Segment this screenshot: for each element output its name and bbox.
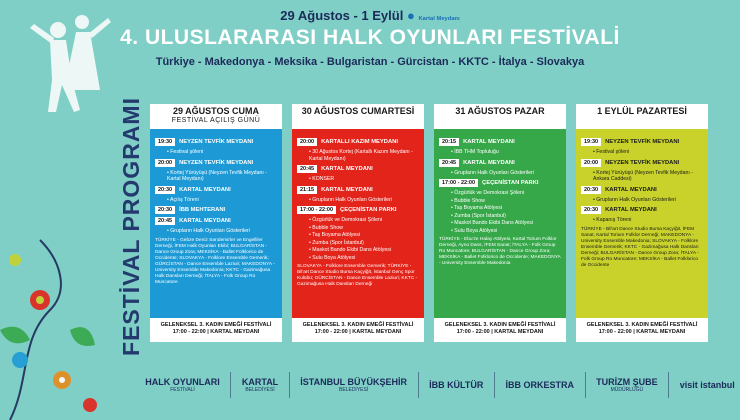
slot-item: • Kortej Yürüyüşü (Neyzen Tevfik Meydanı - Kartal Meydanı) — [155, 170, 277, 183]
slot-place: KARTALLI KAZIM MEYDANI — [321, 139, 398, 145]
slot-item: • Zumba (Spor İstanbul) — [297, 240, 419, 247]
schedule-slot — [439, 159, 561, 167]
schedule-slot — [155, 186, 277, 194]
slot-item: • Grupların Halk Oyunları Gösterileri — [581, 197, 703, 204]
slot-place: ÇEÇENİSTAN PARKI — [340, 207, 397, 213]
slot-time: 20:30 — [155, 206, 175, 214]
slot-time: 20:00 — [155, 159, 175, 167]
schedule-slot — [581, 206, 703, 214]
slot-item: • Grupların Halk Oyunları Gösterileri — [439, 170, 561, 177]
sponsor-sub: MÜDÜRLÜĞÜ — [610, 387, 644, 393]
sponsor-logo: İSTANBUL BÜYÜKŞEHİR BELEDİYESİ — [300, 377, 407, 393]
slot-time: 20:30 — [581, 186, 601, 194]
slot-item: • Bubble Show — [297, 225, 419, 232]
location-pin-icon: ● — [406, 8, 415, 23]
festival-dates: 29 Ağustos - 1 Eylül ● Kartal Meydanı — [280, 8, 460, 23]
slot-place: ÇEÇENİSTAN PARKI — [482, 180, 539, 186]
slot-time: 21:15 — [297, 186, 317, 194]
slot-place: KARTAL MEYDANI — [605, 186, 657, 193]
day-header: 31 AĞUSTOS PAZAR — [434, 104, 566, 129]
day-header: 30 AĞUSTOS CUMARTESİ — [292, 104, 424, 129]
slot-item: • Grupların Halk Oyunları Gösterileri — [155, 228, 277, 235]
logo-separator — [668, 372, 669, 398]
festival-title: 4. ULUSLARARASI HALK OYUNLARI FESTİVALİ — [120, 26, 620, 49]
sponsor-logo: visit istanbul — [679, 380, 735, 390]
day-footer: GELENEKSEL 3. KADIN EMEĞİ FESTİVALİ 17:00 - 22:00 | KARTAL MEYDANI — [150, 318, 282, 342]
performing-groups: TÜRKİYE - Gebze Deniz Sarıdemirler ve Engelliler Derneği, İFEM Halk Oyunları Ekibi; BULGARİSTAN - Dance Group Zora; MEKSİKA - Ballet Folklorico de Occidente; SLOVAKYA - Folklore Ensemble Gemerik; GÜRCİSTAN - Dance Ensemble Laziuri; MAKEDONYA - University Ensemble Makedonia; KKTC - Gazimağusa Halk Dansları Derneği; İTALYA - Folk Group Ro Muncatore — [155, 237, 275, 285]
schedule-slot — [297, 165, 419, 173]
slot-item: • 30 Ağustos Kortej (Kartallı Kazım Meydanı - Kartal Meydanı) — [297, 149, 419, 162]
schedule-slot — [155, 206, 277, 214]
slot-item: • Festival şöleni — [581, 149, 703, 156]
slot-time: 20:30 — [581, 206, 601, 214]
slot-time: 20:45 — [297, 165, 317, 173]
slot-place: NEYZEN TEVFİK MEYDANI — [605, 159, 680, 166]
day-column-4 — [576, 104, 708, 342]
slot-time: 17:00 - 22:00 — [439, 179, 478, 187]
slot-place: NEYZEN TEVFİK MEYDANI — [179, 159, 254, 166]
schedule-slot — [439, 138, 561, 146]
slot-item: • Kapanış Töreni — [581, 217, 703, 224]
slot-time: 17:00 - 22:00 — [297, 206, 336, 214]
schedule-slot — [155, 159, 277, 167]
slot-item: • Özgürlük ve Demokrasi Şöleni — [439, 190, 561, 197]
slot-time: 20:45 — [439, 159, 459, 167]
slot-time: 19:30 — [581, 138, 601, 146]
slot-place: KARTAL MEYDANI — [463, 139, 515, 145]
slot-place: KARTAL MEYDANI — [321, 186, 373, 193]
sponsor-sub: BELEDİYESİ — [339, 387, 369, 393]
slot-item: • Sulu Boya Atölyesi — [297, 255, 419, 262]
logo-separator — [494, 372, 495, 398]
day-header: 29 AĞUSTOS CUMA FESTİVAL AÇILIŞ GÜNÜ — [150, 104, 282, 129]
slot-item: • Maskot Bando Ekibi Dans Atölyesi — [297, 247, 419, 254]
schedule-slot — [155, 217, 277, 225]
slot-time: 20:00 — [581, 159, 601, 167]
day-body — [576, 129, 708, 275]
day-column-3 — [434, 104, 566, 342]
slot-item: • İBB THM Topluluğu — [439, 149, 561, 156]
slot-item: • Kortej Yürüyüşü (Neyzen Tevfik Meydanı - Ankara Caddesi) — [581, 170, 703, 183]
schedule-slot — [581, 186, 703, 194]
performing-groups: TÜRKİYE - Bil'art Dance Studio Bursa Kaçyiğit, İFEM Sanat, Kartal Torium Folklor Derneği; MAKEDONYA - University Ensemble Makedonia; SLOVAKYA - Folklore Ensemble Gemerik; KKTC - Gazimağusa Halk Dansları Derneği; BULGARİSTAN - Dance Group Zora; İTALYA - Folk Group Ro Muncatore; MEKSİKA - Ballet Folklorico de Occidente — [581, 226, 699, 268]
sponsor-sub: BELEDİYESİ — [245, 387, 275, 393]
day-footer: GELENEKSEL 3. KADIN EMEĞİ FESTİVALİ 17:00 - 22:00 | KARTAL MEYDANI — [292, 318, 424, 342]
day-footer: GELENEKSEL 3. KADIN EMEĞİ FESTİVALİ 17:00 - 22:00 | KARTAL MEYDANI — [434, 318, 566, 342]
schedule-slot — [297, 206, 419, 214]
sponsor-logo: KARTAL BELEDİYESİ — [241, 377, 279, 393]
slot-item: • Açılış Töreni — [155, 197, 277, 204]
logo-separator — [585, 372, 586, 398]
slot-item: • Bubble Show — [439, 198, 561, 205]
slot-item: • KONSER — [297, 176, 419, 183]
schedule-slot — [155, 138, 277, 146]
slot-place: İBB MEHTERANI — [179, 207, 226, 213]
logo-separator — [418, 372, 419, 398]
slot-item: • Taş Boyama Atölyesi — [439, 205, 561, 212]
day-column-1 — [150, 104, 282, 342]
day-body — [292, 129, 424, 294]
slot-place: KARTAL MEYDANI — [179, 218, 231, 224]
logo-separator — [230, 372, 231, 398]
schedule-slot — [439, 179, 561, 187]
slot-time: 20:30 — [155, 186, 175, 194]
slot-time: 20:45 — [155, 217, 175, 225]
slot-place: NEYZEN TEVFİK MEYDANI — [605, 139, 680, 145]
sponsor-logos — [140, 362, 740, 408]
performing-groups: TÜRKİYE - Ebu'ze Halay Atölyesi, Kartal Torium Folklor Derneği, Ayno Dans, İFEM Sanat; İTALYA - Folk Group Ro Muncatore; BULGARİSTAN - Dance Group Zora; MEKSİKA - Ballet Folklorico de Occidente; MAKEDONYA - University Ensemble Makedonia — [439, 237, 561, 266]
day-subtitle: FESTİVAL AÇILIŞ GÜNÜ — [171, 117, 261, 124]
day-footer: GELENEKSEL 3. KADIN EMEĞİ FESTİVALİ 17:00 - 22:00 | KARTAL MEYDANI — [576, 318, 708, 342]
slot-place: KARTAL MEYDANI — [463, 159, 515, 166]
slot-item: • Zumba (Spor İstanbul) — [439, 213, 561, 220]
slot-time: 19:30 — [155, 138, 175, 146]
slot-item: • Sulu Boya Atölyesi — [439, 228, 561, 235]
schedule-slot — [581, 138, 703, 146]
sponsor-logo: TURİZM ŞUBE MÜDÜRLÜĞÜ — [596, 377, 658, 393]
slot-place: KARTAL MEYDANI — [321, 166, 373, 172]
countries-line: Türkiye - Makedonya - Meksika - Bulgaristan - Gürcistan - KKTC - İtalya - Slovakya — [155, 56, 585, 68]
day-column-2 — [292, 104, 424, 342]
logo-separator — [289, 372, 290, 398]
slot-place: KARTAL MEYDANI — [179, 186, 231, 193]
schedule-slot — [297, 138, 419, 146]
vertical-title: FESTİVAL PROGRAMI — [117, 96, 144, 356]
slot-item: • Taş Boyama Atölyesi — [297, 232, 419, 239]
day-header: 1 EYLÜL PAZARTESİ — [576, 104, 708, 129]
slot-place: KARTAL MEYDANI — [605, 207, 657, 213]
sponsor-sub: FESTİVALİ — [170, 387, 195, 393]
sponsor-logo: HALK OYUNLARI FESTİVALİ — [145, 377, 220, 393]
slot-item: • Özgürlük ve Demokrasi Şöleni — [297, 217, 419, 224]
day-body — [150, 129, 282, 292]
slot-time: 20:15 — [439, 138, 459, 146]
day-body — [434, 129, 566, 273]
slot-time: 20:00 — [297, 138, 317, 146]
slot-item: • Maskot Bando Ekibi Dans Atölyesi — [439, 220, 561, 227]
slot-item: • Grupların Halk Oyunları Gösterileri — [297, 197, 419, 204]
sponsor-logo: İBB ORKESTRA — [505, 380, 574, 390]
slot-place: NEYZEN TEVFİK MEYDANI — [179, 139, 254, 145]
schedule-slot — [581, 159, 703, 167]
slot-item: • Festival şöleni — [155, 149, 277, 156]
sponsor-logo: İBB KÜLTÜR — [429, 380, 484, 390]
schedule-slot — [297, 186, 419, 194]
performing-groups: SLOVAKYA - Folklore Ensemble Gemerik; TÜRKİYE - Bil'art Dance Studio Bursa Kaçyiğit, İstanbul Genç Spor Kulübü; GÜRCİSTAN - Dance Ensemble Laziuri; KKTC - Gazimağusa Halk Dansları Derneği — [297, 264, 418, 287]
